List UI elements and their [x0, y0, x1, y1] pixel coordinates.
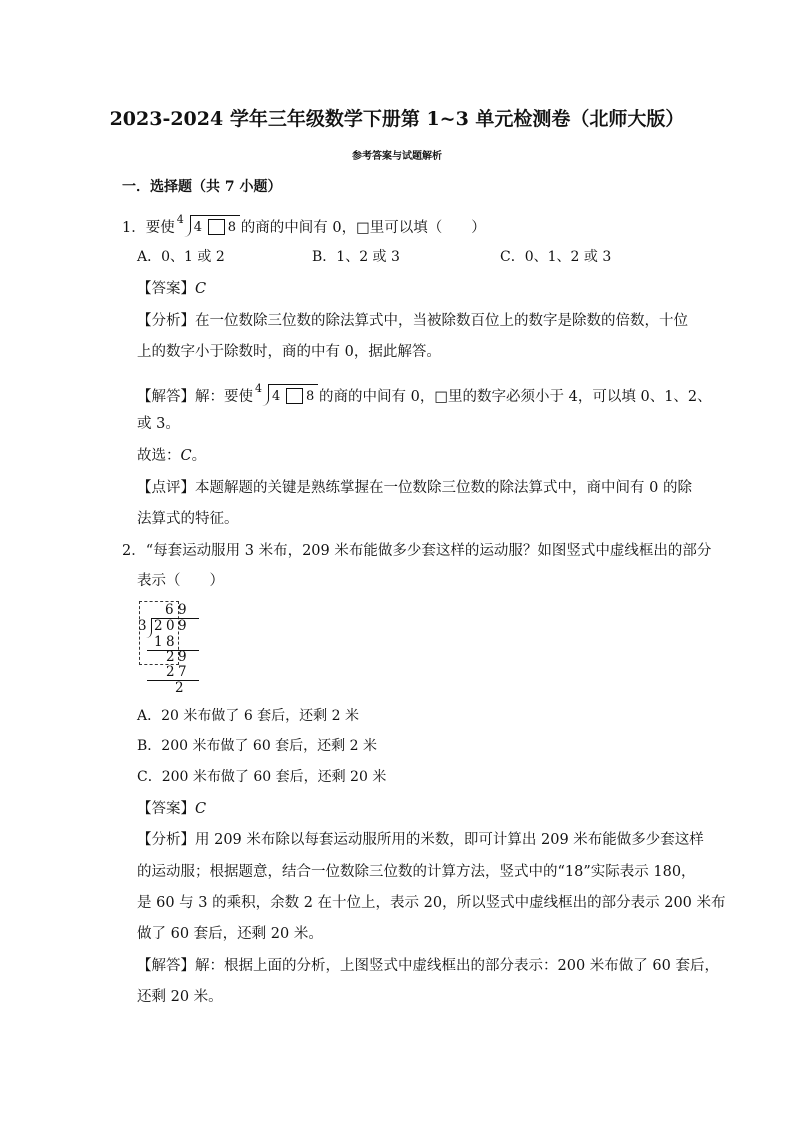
product-digit: 1: [154, 634, 163, 650]
section-heading: 一．选择题（共 7 小题）: [122, 179, 282, 195]
q1-stem-before: 1．要使: [122, 220, 175, 236]
product-digit: 2: [166, 664, 175, 680]
subtraction-line: [147, 680, 199, 681]
blank-box: [286, 388, 303, 404]
quotient-digit-9: 9: [178, 602, 187, 618]
product-digit: 8: [166, 634, 175, 650]
analysis-label: 【分析】: [137, 313, 195, 329]
q1-comment-line1: [137, 478, 692, 498]
remainder-digit: 9: [178, 649, 187, 665]
q1-choose: [137, 446, 206, 466]
q2-stem-line1: 2．“每套运动服用 3 米布，209 米布能做多少套这样的运动服？如图竖式中虚线框出的部分: [122, 543, 712, 559]
q1-stem-after: 的商的中间有 0，□里可以填（ ）: [240, 220, 486, 236]
q1-solution-division-expression: [253, 383, 319, 407]
q2-solution-line1: [137, 956, 719, 976]
choose-label: 故选：: [137, 448, 181, 464]
blank-box: [208, 219, 225, 235]
q1-divisor: 4: [176, 213, 184, 226]
q1-analysis-line1: [137, 311, 688, 331]
q2-stem-line2: 表示（ ）: [137, 573, 224, 589]
q1-dividend-first: 4: [193, 220, 203, 235]
q1-division-expression: [175, 214, 241, 238]
q2-option-c: C．200 米布做了 60 套后，还剩 20 米: [137, 769, 387, 785]
q1-option-a: A．0、1 或 2: [137, 249, 225, 265]
division-bracket: [146, 618, 152, 638]
division-bracket: [262, 384, 269, 406]
q1-solution-dividend-first: 4: [272, 389, 281, 404]
dividend-digit: 9: [178, 618, 187, 634]
q2-analysis-line3: 是 60 与 3 的乘积，余数 2 在十位上，表示 20，所以竖式中虚线框出的部分表示 200 米布: [137, 895, 726, 911]
dividend-digit: 2: [154, 618, 163, 634]
division-bar: [268, 384, 318, 385]
choose-value: C: [180, 448, 192, 464]
comment-label: 【点评】: [137, 480, 195, 496]
quotient-digit-6: 6: [165, 602, 174, 618]
q2-vertical-division-figure: [137, 601, 207, 697]
solution-text-after: 的商的中间有 0，□里的数字必须小于 4，可以填 0、1、2、: [319, 389, 712, 405]
analysis-text: 在一位数除三位数的除法算式中，当被除数百位上的数字是除数的倍数，十位: [195, 313, 688, 329]
q2-answer: [137, 799, 206, 819]
analysis-text: 用 209 米布除以每套运动服所用的米数，即可计算出 209 米布能做多少套这样: [195, 832, 704, 848]
answer-label: 【答案】: [137, 281, 195, 297]
q1-solution-line2: 或 3。: [137, 416, 180, 432]
division-bar: [190, 215, 240, 216]
page-title: 2023-2024 学年三年级数学下册第 1~3 单元检测卷（北师大版）: [109, 108, 685, 130]
q2-analysis-line4: 做了 60 套后，还剩 20 米。: [137, 926, 323, 942]
product-digit: 7: [178, 664, 187, 680]
solution-label: 【解答】: [137, 389, 195, 405]
q2-solution-line2: 还剩 20 米。: [137, 989, 223, 1005]
solution-label: 【解答】: [137, 958, 195, 974]
choose-end: 。: [191, 448, 207, 464]
q2-analysis-line1: [137, 830, 704, 850]
q1-solution-divisor: 4: [255, 382, 262, 395]
dividend-digit: 0: [166, 618, 175, 634]
answer-value: C: [195, 281, 207, 297]
q1-option-b: B．1、2 或 3: [312, 249, 400, 265]
q1-analysis-line2: 上的数字小于除数时，商的中有 0，据此解答。: [137, 344, 441, 360]
q2-analysis-line2: 的运动服；根据题意，结合一位数除三位数的计算方法，竖式中的“18”实际表示 180，: [137, 864, 696, 880]
analysis-label: 【分析】: [137, 832, 195, 848]
q1-stem: [122, 214, 486, 238]
q1-solution-line1: [137, 383, 712, 407]
solution-text-before: 解：要使: [195, 389, 253, 405]
q2-option-a: A．20 米布做了 6 套后，还剩 2 米: [137, 708, 359, 724]
q2-option-b: B．200 米布做了 60 套后，还剩 2 米: [137, 738, 377, 754]
q1-dividend-last: 8: [227, 220, 237, 235]
q1-option-c: C．0、1、2 或 3: [500, 249, 612, 265]
solution-text: 解：根据上面的分析，上图竖式中虚线框出的部分表示：200 米布做了 60 套后，: [195, 958, 719, 974]
division-bracket: [184, 215, 191, 237]
q1-comment-line2: 法算式的特征。: [137, 511, 239, 527]
q1-answer: [137, 279, 206, 299]
comment-text: 本题解题的关键是熟练掌握在一位数除三位数的除法算式中，商中间有 0 的除: [195, 480, 692, 496]
answer-value: C: [195, 801, 207, 817]
page-subtitle: 参考答案与试题解析: [352, 151, 442, 162]
answer-label: 【答案】: [137, 801, 195, 817]
remainder-digit: 2: [166, 649, 175, 665]
q1-solution-dividend-last: 8: [306, 389, 315, 404]
final-remainder: 2: [175, 680, 184, 696]
figure-divisor: 3: [138, 618, 147, 634]
